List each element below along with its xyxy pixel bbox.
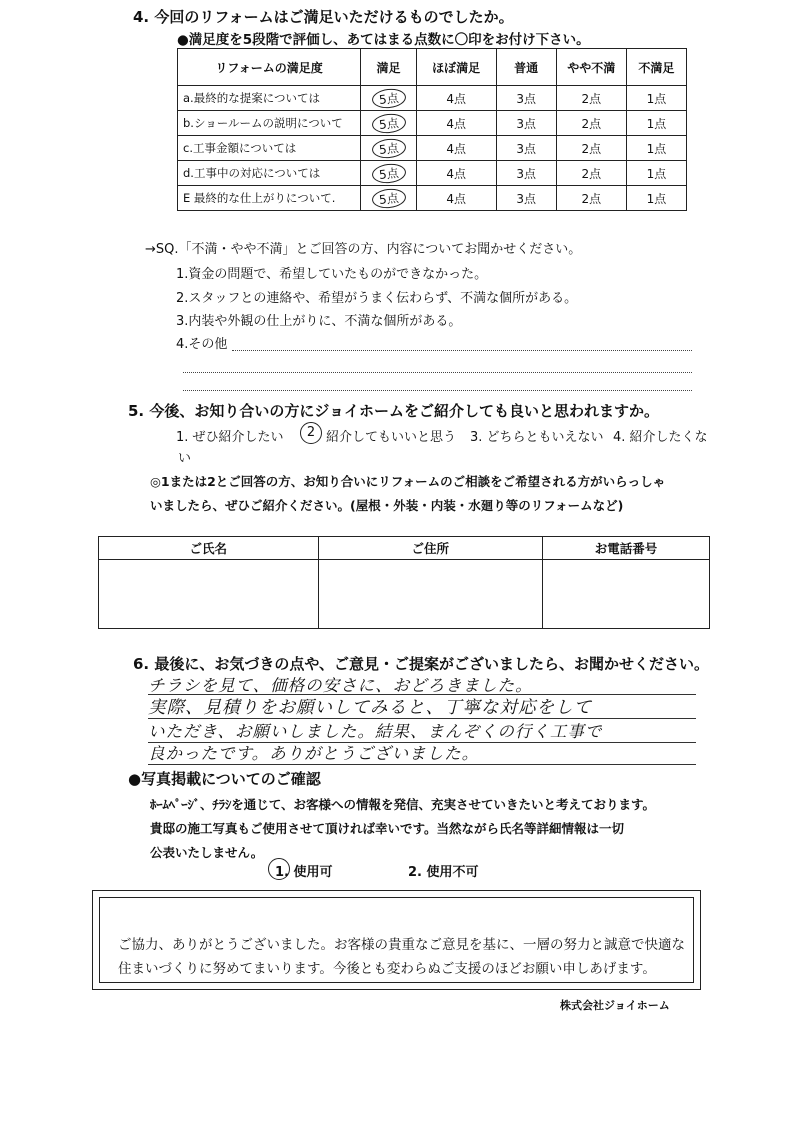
row-label: c.工事金額については bbox=[178, 136, 361, 161]
score-cell[interactable]: 3点 bbox=[496, 111, 556, 136]
other-dotted-line[interactable] bbox=[183, 372, 692, 373]
selected-circle: 5点 bbox=[371, 187, 406, 209]
sq-option-1[interactable]: 1.資金の問題で、希望していたものができなかった。 bbox=[176, 267, 488, 282]
handwritten-line-4: 良かったです。ありがとうございました。 bbox=[148, 744, 480, 763]
q4-instruction: ●満足度を5段階で評価し、あてはまる点数に〇印をお付け下さい。 bbox=[177, 32, 590, 48]
satisfaction-table bbox=[177, 48, 687, 211]
handwritten-line-1: チラシを見て、価格の安さに、おどろきました。 bbox=[148, 676, 533, 695]
header-score: 不満足 bbox=[626, 49, 686, 86]
q5-title: 5. 今後、お知り合いの方にジョイホームをご紹介しても良いと思われますか。 bbox=[128, 402, 660, 420]
score-cell[interactable]: 4点 bbox=[416, 111, 496, 136]
table-row bbox=[99, 560, 710, 629]
header-score: 満足 bbox=[361, 49, 417, 86]
score-cell[interactable]: 4点 bbox=[416, 136, 496, 161]
score-cell[interactable]: 3点 bbox=[496, 161, 556, 186]
q5-option-2-num-label: 2 bbox=[306, 425, 316, 440]
q5-option-1[interactable]: 1. ぜひ紹介したい bbox=[176, 430, 284, 445]
company-name: 株式会社ジョイホーム bbox=[560, 999, 670, 1012]
selected-circle: 5点 bbox=[371, 112, 406, 134]
selected-circle: 5点 bbox=[371, 137, 406, 159]
table-row bbox=[178, 186, 687, 211]
address-field[interactable] bbox=[318, 560, 543, 629]
score-cell[interactable]: 1点 bbox=[626, 111, 686, 136]
other-dotted-line[interactable] bbox=[183, 390, 692, 391]
header-phone: お電話番号 bbox=[543, 537, 710, 560]
score-cell[interactable]: 1点 bbox=[626, 161, 686, 186]
table-row bbox=[178, 111, 687, 136]
closing-line-1: ご協力、ありがとうございました。お客様の貴重なご意見を基に、一層の努力と誠意で快適な bbox=[118, 937, 685, 953]
table-row bbox=[178, 161, 687, 186]
header-item: リフォームの満足度 bbox=[178, 49, 361, 86]
score-cell[interactable]: 4点 bbox=[416, 161, 496, 186]
score-cell[interactable]: 2点 bbox=[556, 136, 626, 161]
photo-line-2: 貴邸の施工写真もご使用させて頂ければ幸いです。当然ながら氏名等詳細情報は一切 bbox=[150, 821, 625, 836]
table-header-row bbox=[99, 537, 710, 560]
row-label: a.最終的な提案については bbox=[178, 86, 361, 111]
photo-line-1: ﾎｰﾑﾍﾟｰｼﾞ、ﾁﾗｼを通じて、お客様への情報を発信、充実させていきたいと考えております。 bbox=[150, 797, 656, 812]
sq-title: →SQ.「不満・やや不満」とご回答の方、内容についてお聞かせください。 bbox=[145, 242, 582, 257]
score-cell[interactable]: 2点 bbox=[556, 161, 626, 186]
q4-title: 4. 今回のリフォームはご満足いただけるものでしたか。 bbox=[133, 8, 514, 26]
q5-option-2[interactable]: 紹介してもいいと思う bbox=[326, 430, 457, 445]
q5-option-4[interactable]: 4. 紹介したくな bbox=[613, 430, 708, 445]
score-cell-selected[interactable] bbox=[361, 161, 417, 186]
header-score: やや不満 bbox=[556, 49, 626, 86]
score-cell-selected[interactable] bbox=[361, 86, 417, 111]
handwritten-line-2: 実際、見積りをお願いしてみると、丁寧な対応をして bbox=[148, 698, 592, 718]
score-cell[interactable]: 2点 bbox=[556, 86, 626, 111]
table-row bbox=[178, 136, 687, 161]
score-cell[interactable]: 3点 bbox=[496, 186, 556, 211]
sq-option-4[interactable]: 4.その他 bbox=[176, 337, 228, 352]
sq-option-3[interactable]: 3.内装や外観の仕上がりに、不満な個所がある。 bbox=[176, 314, 462, 329]
score-cell[interactable]: 1点 bbox=[626, 86, 686, 111]
selected-circle: 5点 bbox=[371, 162, 406, 184]
phone-field[interactable] bbox=[543, 560, 710, 629]
photo-option-2[interactable]: 2. 使用不可 bbox=[408, 865, 479, 880]
score-cell[interactable]: 1点 bbox=[626, 186, 686, 211]
score-cell[interactable]: 2点 bbox=[556, 186, 626, 211]
closing-line-2: 住まいづくりに努めてまいります。今後とも変わらぬご支援のほどお願い申しあげます。 bbox=[118, 961, 656, 977]
score-cell[interactable]: 4点 bbox=[416, 86, 496, 111]
table-header-row bbox=[178, 49, 687, 86]
row-label: E 最終的な仕上がりについて. bbox=[178, 186, 361, 211]
answer-line bbox=[148, 764, 696, 765]
score-cell[interactable]: 1点 bbox=[626, 136, 686, 161]
score-cell-selected[interactable] bbox=[361, 136, 417, 161]
q5-note-line-2: いましたら、ぜひご紹介ください。(屋根・外装・内装・水廻り等のリフォームなど) bbox=[150, 498, 624, 513]
q5-option-3[interactable]: 3. どちらともいえない bbox=[470, 430, 604, 445]
q5-option-2-number[interactable] bbox=[300, 422, 322, 444]
score-cell[interactable]: 3点 bbox=[496, 86, 556, 111]
table-row bbox=[178, 86, 687, 111]
other-dotted-line[interactable] bbox=[232, 350, 692, 351]
handwritten-line-3: いただき、お願いしました。結果、まんぞくの行く工事で bbox=[148, 722, 603, 741]
selected-circle: 5点 bbox=[371, 87, 406, 109]
row-label: d.工事中の対応については bbox=[178, 161, 361, 186]
referral-table bbox=[98, 536, 710, 629]
row-label: b.ショールームの説明について bbox=[178, 111, 361, 136]
name-field[interactable] bbox=[99, 560, 319, 629]
score-cell-selected[interactable] bbox=[361, 111, 417, 136]
q6-title: 6. 最後に、お気づきの点や、ご意見・ご提案がございましたら、お聞かせください。 bbox=[133, 655, 710, 673]
header-address: ご住所 bbox=[318, 537, 543, 560]
photo-option-1[interactable]: 1. 使用可 bbox=[275, 865, 333, 880]
q5-option-4-wrap: い bbox=[178, 451, 192, 466]
header-name: ご氏名 bbox=[99, 537, 319, 560]
sq-option-2[interactable]: 2.スタッフとの連絡や、希望がうまく伝わらず、不満な個所がある。 bbox=[176, 291, 578, 306]
photo-line-3: 公表いたしません。 bbox=[150, 845, 264, 860]
score-cell-selected[interactable] bbox=[361, 186, 417, 211]
header-score: ほぼ満足 bbox=[416, 49, 496, 86]
score-cell[interactable]: 3点 bbox=[496, 136, 556, 161]
q5-note-line-1: ◎1または2とご回答の方、お知り合いにリフォームのご相談をご希望される方がいらっしゃ bbox=[150, 474, 666, 489]
header-score: 普通 bbox=[496, 49, 556, 86]
score-cell[interactable]: 2点 bbox=[556, 111, 626, 136]
score-cell[interactable]: 4点 bbox=[416, 186, 496, 211]
photo-title: ●写真掲載についてのご確認 bbox=[128, 770, 321, 788]
